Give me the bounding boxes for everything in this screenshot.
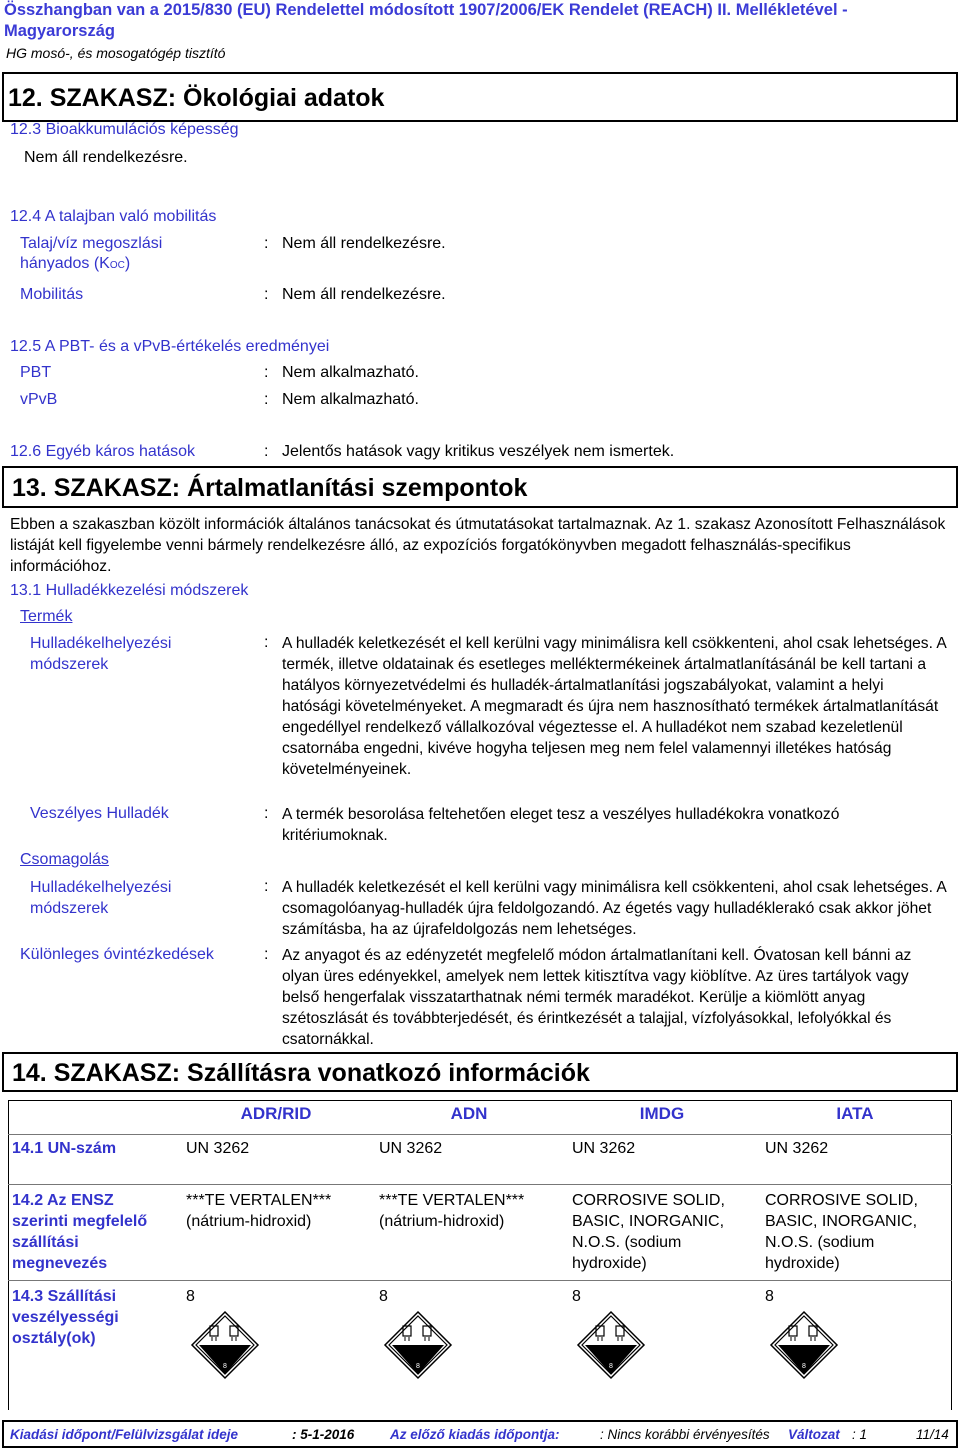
vpvb-label: vPvB — [20, 391, 58, 408]
table-rule — [8, 1280, 952, 1281]
section-14-bar — [2, 1052, 958, 1092]
page-footer — [2, 1420, 958, 1448]
pictogram-digit: 8 — [223, 1363, 227, 1370]
shipping-name-iata: CORROSIVE SOLID, BASIC, INORGANIC, N.O.S. (sodium hydroxide) — [765, 1192, 918, 1272]
section-13-bar — [2, 466, 958, 508]
mobility-value: Nem áll rendelkezésre. — [282, 286, 446, 303]
hazard-class-adr: 8 — [186, 1288, 195, 1305]
corrosive-pictogram-imdg — [576, 1310, 646, 1385]
table-rule — [8, 1134, 952, 1135]
version-value: : 1 — [852, 1427, 868, 1442]
pack-disposal-label-line1: Hulladékelhelyezési — [30, 879, 172, 896]
hazardous-waste-label: Veszélyes Hulladék — [30, 805, 169, 822]
soil-water-label — [20, 234, 162, 276]
issue-date-value: : 5-1-2016 — [292, 1427, 355, 1442]
colon: : — [264, 805, 269, 822]
colon: : — [264, 634, 269, 651]
page-number: 11/14 — [916, 1427, 949, 1442]
hazardous-waste-text: A termék besorolása feltehetően eleget tesz a veszélyes hulladékokra vonatkozó kritériumoknak. — [282, 806, 840, 844]
corrosive-icon — [769, 1310, 839, 1380]
table-rule — [8, 1100, 9, 1410]
version-label: Változat — [788, 1427, 840, 1442]
un-number-adn: UN 3262 — [379, 1140, 443, 1157]
disposal-label-line1: Hulladékelhelyezési — [30, 635, 172, 652]
s125-heading: 12.5 A PBT- és a vPvB-értékelés eredményei — [10, 338, 330, 355]
corrosive-icon — [383, 1310, 453, 1380]
s124-heading: 12.4 A talajban való mobilitás — [10, 208, 217, 225]
vpvb-value: Nem alkalmazható. — [282, 391, 419, 408]
col-header-adr: ADR/RID — [240, 1104, 312, 1123]
shipping-name-imdg: CORROSIVE SOLID, BASIC, INORGANIC, N.O.S. (sodium hydroxide) — [572, 1192, 725, 1272]
soil-water-label-line1: Talaj/víz megoszlási — [20, 235, 163, 252]
soil-water-label-end: ) — [124, 255, 131, 272]
regulation-header: Összhangban van a 2015/830 (EU) Rendelettel módosított 1907/2006/EK Rendelet (REACH) II. Mellékletével - Magyarország — [4, 1, 848, 40]
shipping-name-adn: ***TE VERTALEN*** (nátrium-hidroxid) — [379, 1192, 525, 1230]
corrosive-icon — [190, 1310, 260, 1380]
soil-water-value: Nem áll rendelkezésre. — [282, 235, 446, 252]
colon: : — [264, 286, 269, 303]
section-14-title: 14. SZAKASZ: Szállításra vonatkozó információk — [12, 1059, 590, 1087]
pbt-label: PBT — [20, 364, 52, 381]
special-precautions-label: Különleges óvintézkedések — [20, 946, 214, 963]
table-rule — [951, 1100, 952, 1410]
pack-disposal-label-line2: módszerek — [30, 900, 109, 917]
prev-issue-value: : Nincs korábbi érvényesítés — [600, 1427, 770, 1442]
issue-date-label: Kiadási időpont/Felülvizsgálat ideje — [10, 1427, 239, 1442]
un-number-adr: UN 3262 — [186, 1140, 250, 1157]
colon: : — [264, 391, 269, 408]
s126-label: 12.6 Egyéb káros hatások — [10, 443, 196, 460]
s126-value: Jelentős hatások vagy kritikus veszélyek nem ismertek. — [282, 443, 675, 460]
hazard-class-adn: 8 — [379, 1288, 388, 1305]
mobility-label: Mobilitás — [20, 286, 84, 303]
special-precautions-text: Az anyagot és az edényzetét megfelelő módon ártalmatlanítani kell. Óvatosan kell bánni az olyan üres edényekkel, amelyek nem lettek kitisztítva vagy kiöblítve. Az üres tartályok vagy belső hengerfalak visszatarthatnak némi termék maradékot. Kerülje a kiömlött anyag szétoszlását és továbbterjedését, és érintkezését a talajjal, vízfolyásokkal, lefolyókkal és csatornákkal. — [282, 947, 912, 1048]
pictogram-digit: 8 — [416, 1363, 420, 1370]
disposal-label — [30, 633, 171, 675]
un-number-iata: UN 3262 — [765, 1140, 829, 1157]
row-label-un-number: 14.1 UN-szám — [12, 1140, 117, 1157]
table-rule — [8, 1184, 952, 1185]
pbt-value: Nem alkalmazható. — [282, 364, 419, 381]
pictogram-digit: 8 — [609, 1363, 613, 1370]
table-rule — [8, 1100, 952, 1101]
corrosive-pictogram-adr — [190, 1310, 260, 1385]
pack-disposal-label — [30, 877, 171, 919]
col-header-adn: ADN — [450, 1104, 488, 1123]
hazard-class-iata: 8 — [765, 1288, 774, 1305]
s123-heading: 12.3 Bioakkumulációs képesség — [10, 121, 239, 138]
pictogram-digit: 8 — [802, 1363, 806, 1370]
corrosive-pictogram-adn — [383, 1310, 453, 1385]
colon: : — [264, 443, 269, 460]
col-header-iata: IATA — [836, 1104, 874, 1123]
disposal-text: A hulladék keletkezését el kell kerülni vagy minimálisra kell csökkenteni, ahol csak lehetséges. A termék, illetve oldatainak és esetleges melléktermékeinek ártalmatlanításánál be kell tartani a hatályos környezetvédelmi és hulladék-ártalmatlanítási jogszabályokat, valamint a helyi hatósági követelményeket. A megmaradt és újra nem hasznosítható termékek ártalmatlanítását engedéllyel rendelkező vállalkozóval végeztesse el. A hulladékot nem szabad kezeletlenül csatornába engedni, kivéve hogyha teljesen meg nem felel valamennyi illetékes hatóság követelményeinek. — [282, 635, 946, 778]
product-name: HG mosó-, és mosogatógép tisztító — [6, 45, 226, 61]
col-header-imdg: IMDG — [639, 1104, 685, 1123]
hazard-class-imdg: 8 — [572, 1288, 581, 1305]
soil-water-label-line2: hányados (K — [20, 255, 110, 272]
corrosive-pictogram-iata — [769, 1310, 839, 1385]
section-13-title: 13. SZAKASZ: Ártalmatlanítási szempontok — [12, 474, 528, 502]
s13-intro: Ebben a szakaszban közölt információk általános tanácsokat és útmutatásokat tartalmaznak. Az 1. szakasz Azonosított Felhasználások listáját kell figyelembe venni bármely rendelkezésre álló, az expozíciós forgatókönyvben megadott felhasználás-specifikus információhoz. — [10, 516, 946, 575]
colon: : — [264, 235, 269, 252]
disposal-label-line2: módszerek — [30, 656, 109, 673]
row-label-hazard-class: 14.3 Szállítási veszélyességi osztály(ok) — [12, 1288, 119, 1347]
prev-issue-label: Az előző kiadás időpontja: — [390, 1427, 560, 1442]
koc-subscript: OC — [109, 260, 125, 271]
packaging-subheading: Csomagolás — [20, 851, 109, 868]
colon: : — [264, 946, 269, 963]
colon: : — [264, 364, 269, 381]
colon: : — [264, 878, 269, 895]
s131-heading: 13.1 Hulladékkezelési módszerek — [10, 582, 249, 599]
section-12-bar — [2, 72, 958, 122]
shipping-name-adr: ***TE VERTALEN*** (nátrium-hidroxid) — [186, 1192, 332, 1230]
corrosive-icon — [576, 1310, 646, 1380]
section-12-title: 12. SZAKASZ: Ökológiai adatok — [8, 84, 385, 112]
pack-disposal-text: A hulladék keletkezését el kell kerülni vagy minimálisra kell csökkenteni, ahol csak lehetséges. A csomagolóanyag-hulladék újra feldolgozandó. Az égetés vagy hulladéklerakó csak akkor jöhet számításba, ha az újrafeldolgozás nem lehetséges. — [282, 879, 946, 938]
product-subheading: Termék — [20, 608, 73, 625]
transport-table — [8, 1100, 952, 1410]
row-label-shipping-name: 14.2 Az ENSZ szerinti megfelelő szállítási megnevezés — [12, 1192, 148, 1272]
un-number-imdg: UN 3262 — [572, 1140, 636, 1157]
s123-text: Nem áll rendelkezésre. — [24, 149, 188, 166]
